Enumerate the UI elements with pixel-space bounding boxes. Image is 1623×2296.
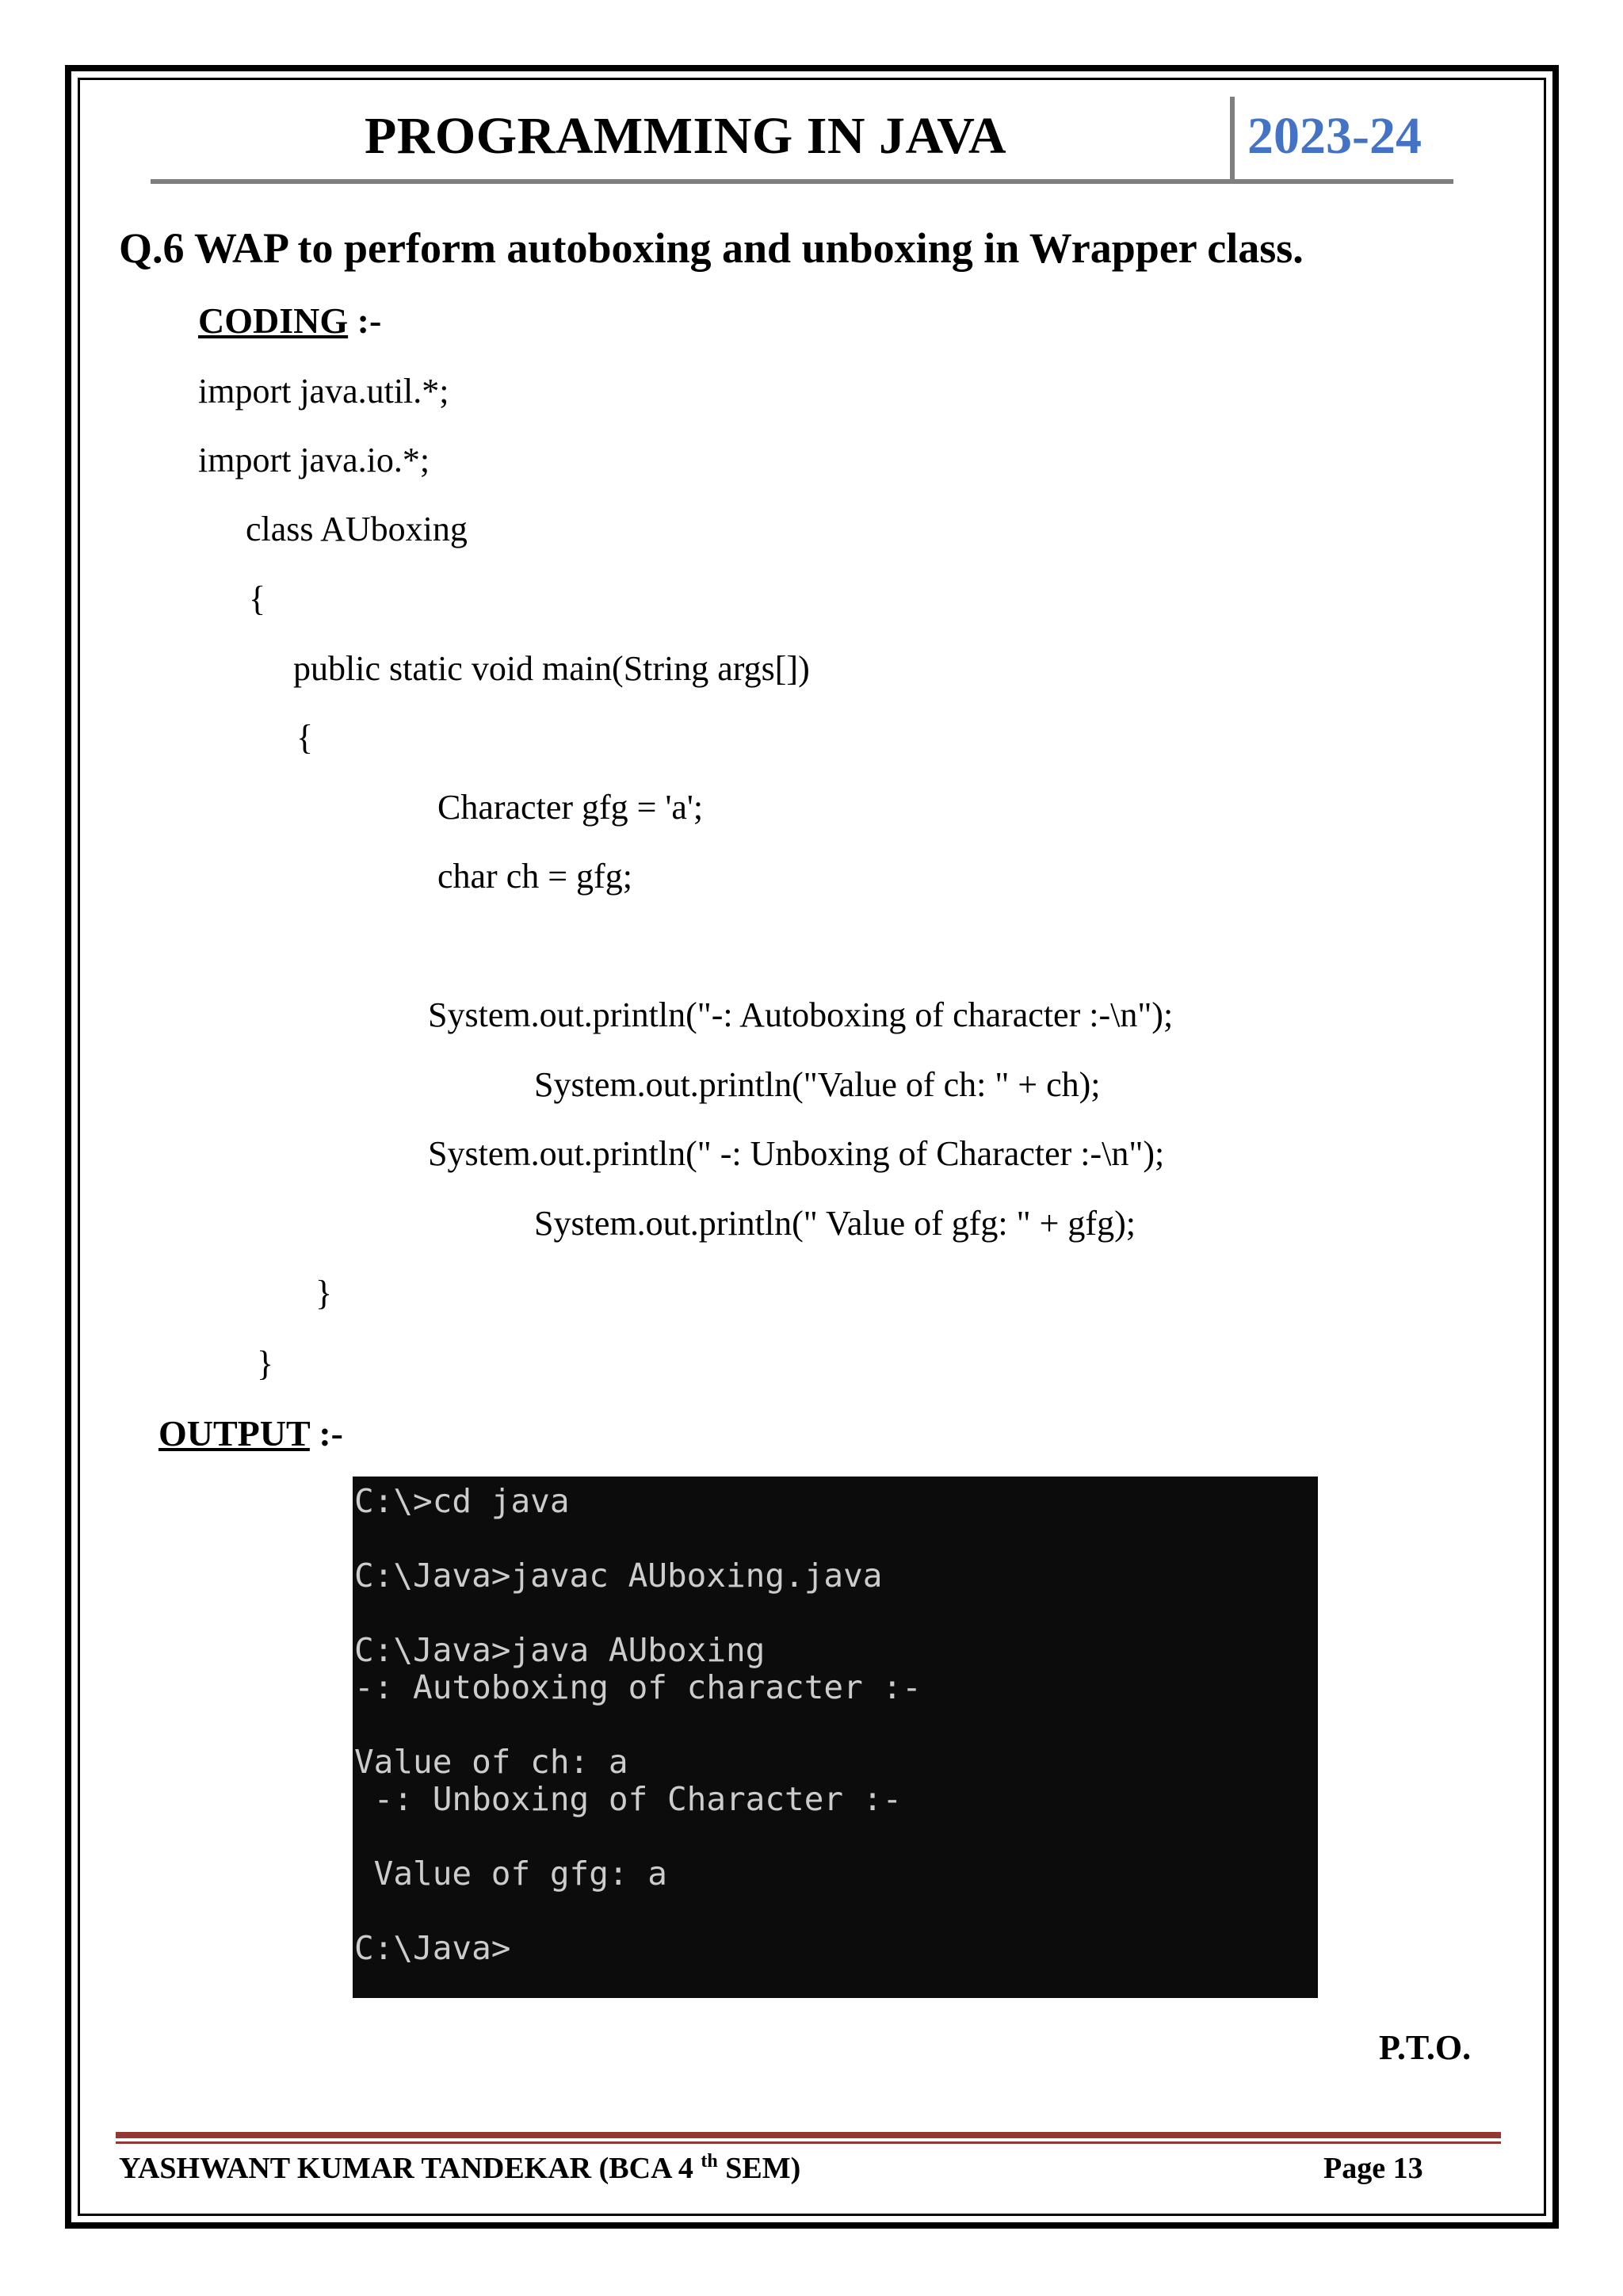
code-line: import java.io.*; — [198, 441, 430, 479]
footer-author — [119, 2151, 800, 2186]
terminal-line — [353, 1706, 1318, 1744]
code-line: System.out.println(" -: Unboxing of Character :-\n"); — [428, 1134, 1165, 1173]
terminal-line: C:\Java>java AUboxing — [354, 1631, 766, 1669]
pto-note: P.T.O. — [1379, 2028, 1472, 2067]
code-line: { — [249, 579, 266, 618]
terminal-line — [353, 1893, 1318, 1930]
header-title: PROGRAMMING IN JAVA — [364, 107, 1007, 165]
footer-page-number: Page 13 — [1323, 2152, 1423, 2185]
code-line: } — [315, 1274, 333, 1312]
terminal-line — [353, 1520, 1318, 1557]
header-divider — [1230, 97, 1235, 184]
header-year: 2023-24 — [1247, 107, 1422, 165]
terminal-line — [353, 1595, 1318, 1632]
code-line: System.out.println(" Value of gfg: " + gfg); — [534, 1204, 1136, 1243]
output-label — [158, 1412, 343, 1454]
code-line: class AUboxing — [246, 510, 468, 548]
terminal-line: Value of ch: a — [354, 1743, 628, 1781]
terminal-output — [353, 1477, 1318, 1998]
footer-rule — [116, 2132, 1501, 2138]
coding-label-text: CODING — [198, 300, 349, 341]
terminal-line: C:\Java>javac AUboxing.java — [354, 1557, 883, 1595]
code-line: System.out.println("Value of ch: " + ch); — [534, 1065, 1101, 1104]
footer-author-suffix: SEM) — [717, 2152, 801, 2185]
terminal-line: C:\>cd java — [354, 1482, 570, 1520]
footer-author-sup: th — [701, 2151, 718, 2172]
footer-author-prefix: YASHWANT KUMAR TANDEKAR (BCA 4 — [119, 2152, 701, 2185]
terminal-line: C:\Java> — [354, 1929, 511, 1967]
footer-rule-thin — [116, 2141, 1501, 2144]
code-line: Character gfg = 'a'; — [437, 788, 704, 827]
header-rule — [151, 179, 1453, 184]
terminal-line: -: Unboxing of Character :- — [354, 1780, 903, 1818]
coding-label — [198, 300, 381, 342]
code-line: char ch = gfg; — [437, 857, 632, 896]
output-label-text: OUTPUT — [158, 1413, 310, 1454]
coding-label-suffix: :- — [348, 300, 382, 341]
terminal-line: -: Autoboxing of character :- — [354, 1668, 922, 1706]
code-line: public static void main(String args[]) — [293, 649, 810, 688]
question-heading: Q.6 WAP to perform autoboxing and unboxing in Wrapper class. — [119, 224, 1304, 272]
code-line: { — [296, 718, 314, 757]
terminal-line — [353, 1818, 1318, 1855]
terminal-line: Value of gfg: a — [354, 1855, 667, 1893]
code-line: System.out.println("-: Autoboxing of character :-\n"); — [428, 995, 1174, 1034]
output-label-suffix: :- — [309, 1413, 343, 1454]
code-line: } — [257, 1344, 274, 1383]
code-line: import java.util.*; — [198, 372, 449, 411]
